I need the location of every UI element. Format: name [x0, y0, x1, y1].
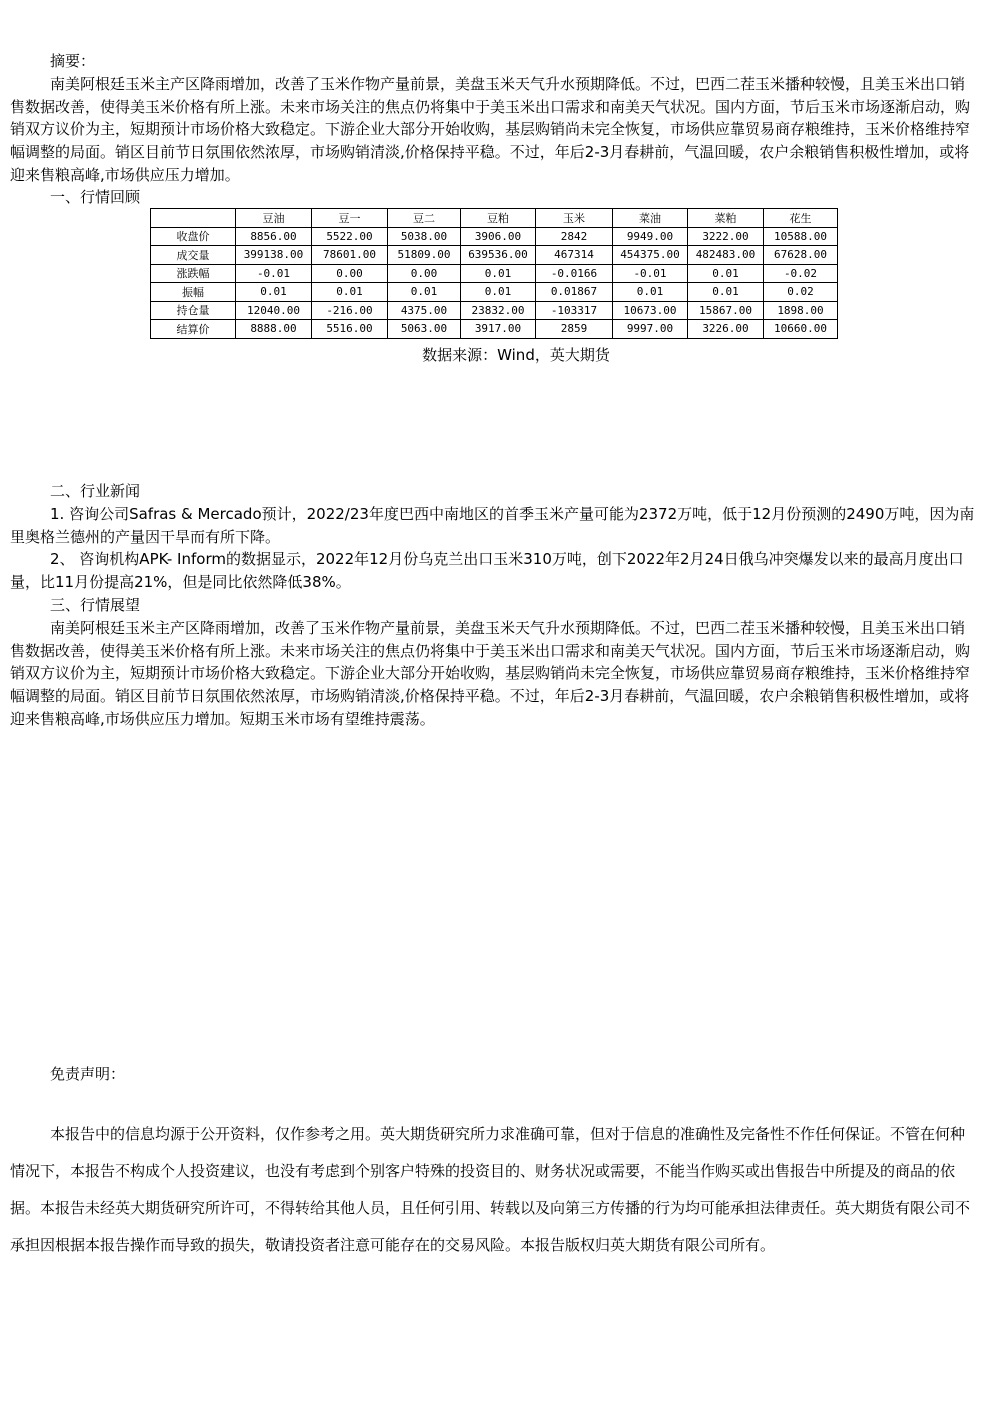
table-row: [151, 301, 838, 320]
row-label: 收盘价: [151, 227, 236, 246]
table-cell: 23832.00: [461, 301, 536, 320]
table-cell: -216.00: [312, 301, 388, 320]
table-cell: 0.02: [764, 283, 838, 302]
news-item: 2、 咨询机构APK- Inform的数据显示，2022年12月份乌克兰出口玉米310万吨，创下2022年2月24日俄乌冲突爆发以来的最高月度出口量，比11月份提高21%，但是同比依然降低38%。: [10, 550, 964, 592]
column-header: 玉米: [536, 209, 613, 228]
table-cell: -0.0166: [536, 264, 613, 283]
table-cell: 12040.00: [236, 301, 312, 320]
table-row: [151, 227, 838, 246]
table-cell: 10660.00: [764, 320, 838, 339]
table-row: [151, 320, 838, 339]
table-cell: 0.01: [388, 283, 461, 302]
table-cell: 454375.00: [613, 246, 688, 265]
row-label: 涨跌幅: [151, 264, 236, 283]
table-row: [151, 246, 838, 265]
column-header: 豆二: [388, 209, 461, 228]
summary-text: 南美阿根廷玉米主产区降雨增加，改善了玉米作物产量前景，美盘玉米天气升水预期降低。不过，巴西二茬玉米播种较慢，且美玉米出口销售数据改善，使得美玉米价格有所上涨。未来市场关注的焦点仍将集中于美玉米出口需求和南美天气状况。国内方面，节后玉米市场逐渐启动，购销双方议价为主，短期预计市场价格大致稳定。下游企业大部分开始收购，基层购销尚未完全恢复，市场供应靠贸易商存粮维持，玉米价格维持窄幅调整的局面。销区目前节日氛围依然浓厚，市场购销清淡,价格保持平稳。不过，年后2-3月春耕前，气温回暖，农户余粮销售积极性增加，或将迎来售粮高峰,市场供应压力增加。: [10, 74, 971, 184]
table-cell: 0.01: [461, 283, 536, 302]
table-cell: 0.01: [312, 283, 388, 302]
summary-heading: 摘要：: [50, 52, 96, 70]
table-cell: 0.01: [688, 283, 764, 302]
table-cell: -0.01: [613, 264, 688, 283]
table-cell: 467314: [536, 246, 613, 265]
review-section: [10, 186, 978, 209]
column-header: 豆粕: [461, 209, 536, 228]
column-header: 菜粕: [688, 209, 764, 228]
table-cell: 3917.00: [461, 320, 536, 339]
table-cell: 8888.00: [236, 320, 312, 339]
summary-section: [10, 50, 978, 187]
quote-table-wrapper: [150, 208, 838, 339]
table-cell: 639536.00: [461, 246, 536, 265]
disclaimer-text: 本报告中的信息均源于公开资料，仅作参考之用。英大期货研究所力求准确可靠，但对于信息的准确性及完备性不作任何保证。不管在何种情况下，本报告不构成个人投资建议，也没有考虑到个别客户特殊的投资目的、财务状况或需要，不能当作购买或出售报告中所提及的商品的依据。本报告未经英大期货研究所许可，不得转给其他人员，且任何引用、转载以及向第三方传播的行为均可能承担法律责任。英大期货有限公司不承担因根据本报告操作而导致的损失，敬请投资者注意可能存在的交易风险。本报告版权归英大期货有限公司所有。: [10, 1125, 971, 1254]
table-cell: 2859: [536, 320, 613, 339]
column-header: 菜油: [613, 209, 688, 228]
table-row: [151, 283, 838, 302]
news-heading: 二、行业新闻: [50, 482, 141, 500]
table-cell: -0.02: [764, 264, 838, 283]
column-header: [151, 209, 236, 228]
row-label: 结算价: [151, 320, 236, 339]
table-cell: 1898.00: [764, 301, 838, 320]
table-cell: 0.01: [236, 283, 312, 302]
table-cell: 8856.00: [236, 227, 312, 246]
table-header-row: [151, 209, 838, 228]
quote-table: [150, 208, 838, 339]
row-label: 成交量: [151, 246, 236, 265]
news-section: [10, 480, 978, 731]
table-cell: 0.01: [461, 264, 536, 283]
table-cell: 3222.00: [688, 227, 764, 246]
table-row: [151, 264, 838, 283]
disclaimer-section: [10, 1116, 978, 1264]
table-cell: 15867.00: [688, 301, 764, 320]
column-header: 花生: [764, 209, 838, 228]
outlook-heading: 三、行情展望: [50, 595, 141, 614]
column-header: 豆油: [236, 209, 312, 228]
table-cell: 9997.00: [613, 320, 688, 339]
table-cell: 2842: [536, 227, 613, 246]
table-cell: 51809.00: [388, 246, 461, 265]
table-cell: 482483.00: [688, 246, 764, 265]
disclaimer-heading: 免责声明：: [50, 1065, 126, 1083]
news-item: 1. 咨询公司Safras & Mercado预计，2022/23年度巴西中南地区的首季玉米产量可能为2372万吨，低于12月份预测的2490万吨，因为南里奥格兰德州的产量因干旱而有所下降。: [10, 504, 975, 546]
table-cell: 10588.00: [764, 227, 838, 246]
table-cell: 4375.00: [388, 301, 461, 320]
table-cell: 5522.00: [312, 227, 388, 246]
table-cell: 399138.00: [236, 246, 312, 265]
table-cell: 5063.00: [388, 320, 461, 339]
column-header: 豆一: [312, 209, 388, 228]
table-cell: 0.01: [688, 264, 764, 283]
table-cell: 0.01867: [536, 283, 613, 302]
table-cell: -103317: [536, 301, 613, 320]
table-cell: 5516.00: [312, 320, 388, 339]
table-cell: 0.00: [312, 264, 388, 283]
table-cell: 67628.00: [764, 246, 838, 265]
table-cell: 78601.00: [312, 246, 388, 265]
row-label: 持仓量: [151, 301, 236, 320]
table-cell: 5038.00: [388, 227, 461, 246]
outlook-text: 南美阿根廷玉米主产区降雨增加，改善了玉米作物产量前景，美盘玉米天气升水预期降低。不过，巴西二茬玉米播种较慢，且美玉米出口销售数据改善，使得美玉米价格有所上涨。未来市场关注的焦点仍将集中于美玉米出口需求和南美天气状况。国内方面，节后玉米市场逐渐启动，购销双方议价为主，短期预计市场价格大致稳定。下游企业大部分开始收购，基层购销尚未完全恢复，市场供应靠贸易商存粮维持，玉米价格维持窄幅调整的局面。销区目前节日氛围依然浓厚，市场购销清淡,价格保持平稳。不过，年后2-3月春耕前，气温回暖，农户余粮销售积极性增加，或将迎来售粮高峰,市场供应压力增加。短期玉米市场有望维持震荡。: [10, 618, 971, 728]
review-heading: 一、行情回顾: [50, 188, 141, 206]
data-source-caption: 数据来源：Wind，英大期货: [422, 346, 610, 364]
table-cell: -0.01: [236, 264, 312, 283]
table-cell: 0.01: [613, 283, 688, 302]
table-cell: 9949.00: [613, 227, 688, 246]
table-cell: 3226.00: [688, 320, 764, 339]
row-label: 振幅: [151, 283, 236, 302]
table-cell: 3906.00: [461, 227, 536, 246]
table-cell: 10673.00: [613, 301, 688, 320]
table-cell: 0.00: [388, 264, 461, 283]
